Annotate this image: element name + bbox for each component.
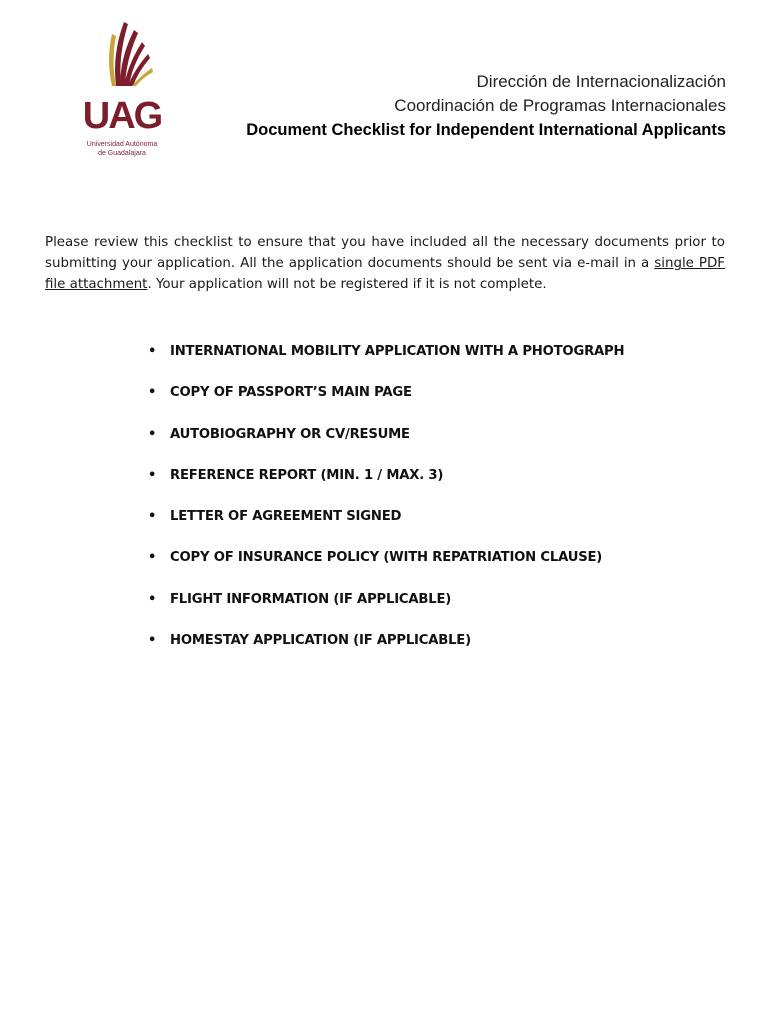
document-header xyxy=(186,70,726,142)
checklist-item xyxy=(148,340,624,381)
logo-university-line1: Universidad Autónoma xyxy=(86,141,158,148)
checklist-item-label: COPY OF PASSPORT’S MAIN PAGE xyxy=(170,385,412,401)
bullet-icon: • xyxy=(148,633,157,649)
bullet-icon: • xyxy=(148,467,157,483)
checklist-item-label: COPY OF INSURANCE POLICY (WITH REPATRIATION CLAUSE) xyxy=(170,550,603,566)
intro-text-part2: . Your application will not be registered if it is not complete. xyxy=(147,277,547,293)
checklist-item-label: AUTOBIOGRAPHY OR CV/RESUME xyxy=(170,426,410,442)
bullet-icon: • xyxy=(148,426,157,442)
checklist-item xyxy=(148,629,624,670)
bullet-icon: • xyxy=(148,550,157,566)
coordination-name: Coordinación de Programas Internacionales xyxy=(394,96,726,115)
department-name: Dirección de Internacionalización xyxy=(476,72,726,91)
logo-university-name xyxy=(76,140,168,158)
uag-logo-emblem xyxy=(76,14,168,142)
uag-logo xyxy=(76,14,168,157)
checklist-item-label: REFERENCE REPORT (MIN. 1 / MAX. 3) xyxy=(170,467,444,483)
checklist-item-label: HOMESTAY APPLICATION (IF APPLICABLE) xyxy=(170,633,471,649)
checklist-item-label: INTERNATIONAL MOBILITY APPLICATION WITH A PHOTOGRAPH xyxy=(170,344,625,359)
logo-university-line2: de Guadalajara xyxy=(98,150,146,157)
bullet-icon: • xyxy=(148,509,157,525)
bullet-icon: • xyxy=(148,344,157,359)
checklist-item-label: FLIGHT INFORMATION (IF APPLICABLE) xyxy=(170,591,452,607)
intro-paragraph xyxy=(45,232,725,295)
intro-text-part1: Please review this checklist to ensure that you have included all the necessary documents prior to submitting your application. All the application documents should be sent via e-mail in a xyxy=(45,235,725,272)
checklist-item xyxy=(148,464,624,505)
bullet-icon: • xyxy=(148,591,157,607)
document-checklist xyxy=(148,340,624,670)
checklist-item xyxy=(148,546,624,587)
document-title: Document Checklist for Independent International Applicants xyxy=(246,121,726,139)
bullet-icon: • xyxy=(148,385,157,401)
checklist-item xyxy=(148,423,624,464)
checklist-item xyxy=(148,588,624,629)
checklist-item-label: LETTER OF AGREEMENT SIGNED xyxy=(170,509,402,525)
checklist-item xyxy=(148,505,624,546)
checklist-item xyxy=(148,381,624,422)
logo-wordmark: UAG xyxy=(82,95,162,137)
intro-underlined-phrase: single PDF file attachment xyxy=(45,256,725,293)
